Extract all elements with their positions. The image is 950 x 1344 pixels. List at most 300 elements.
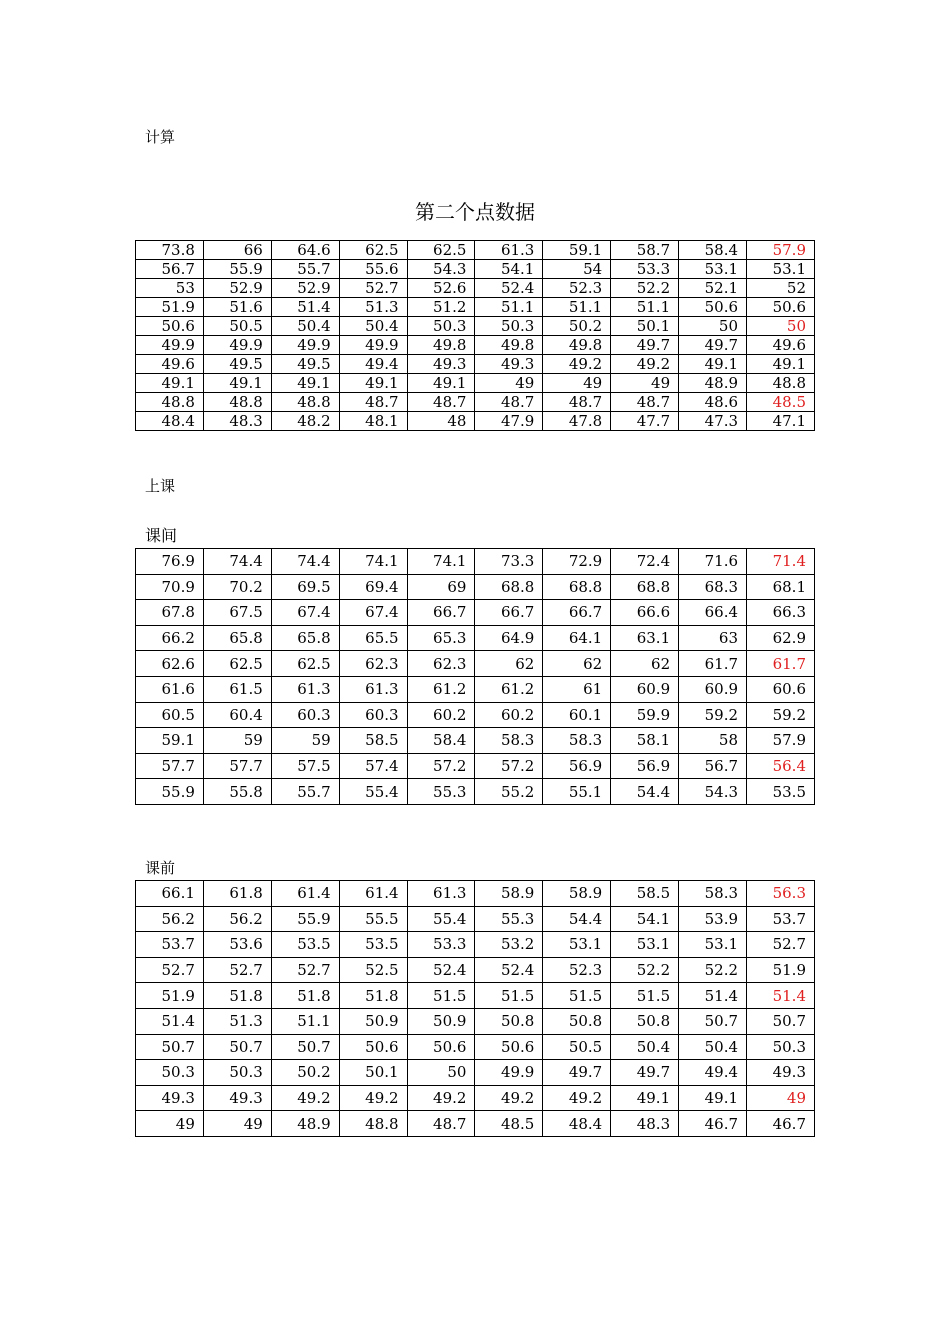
table-row: [136, 279, 815, 298]
table-cell: 73.8: [136, 241, 204, 260]
table-cell: 62.9: [747, 625, 815, 651]
table-cell: 58: [679, 728, 747, 754]
table-cell: 51.4: [679, 983, 747, 1009]
table-cell: 49.3: [136, 1085, 204, 1111]
table-cell: 58.3: [543, 728, 611, 754]
table-row: [136, 753, 815, 779]
table-cell: 65.8: [203, 625, 271, 651]
data-table-between-class: [135, 548, 815, 805]
table-cell: 67.5: [203, 600, 271, 626]
table-cell: 49: [203, 1111, 271, 1137]
table-cell: 49.8: [475, 336, 543, 355]
table-cell: 48: [407, 412, 475, 431]
table-row: [136, 393, 815, 412]
table-cell: 53: [136, 279, 204, 298]
table-cell: 49.9: [203, 336, 271, 355]
table-cell: 55.6: [339, 260, 407, 279]
table-cell: 55.9: [136, 779, 204, 805]
table-cell: 51.8: [203, 983, 271, 1009]
table-cell: 56.7: [136, 260, 204, 279]
table-cell: 55.9: [271, 906, 339, 932]
table-cell: 59.9: [611, 702, 679, 728]
table-cell: 46.7: [747, 1111, 815, 1137]
table-cell: 70.2: [203, 574, 271, 600]
table-cell: 62.5: [271, 651, 339, 677]
table-cell: 59.2: [679, 702, 747, 728]
table-cell: 47.9: [475, 412, 543, 431]
table-cell: 48.7: [611, 393, 679, 412]
table-cell: 49.1: [747, 355, 815, 374]
table-cell: 61.4: [271, 881, 339, 907]
table-cell: 52.6: [407, 279, 475, 298]
table-row: [136, 600, 815, 626]
table-cell: 50.5: [203, 317, 271, 336]
table-row: [136, 906, 815, 932]
table-row: [136, 336, 815, 355]
table-cell: 56.2: [203, 906, 271, 932]
table-row: [136, 983, 815, 1009]
table-cell: 61: [543, 676, 611, 702]
table-cell: 52.4: [475, 279, 543, 298]
table-cell: 48.7: [475, 393, 543, 412]
table-cell: 49.1: [611, 1085, 679, 1111]
table-cell: 57.9: [747, 728, 815, 754]
table-cell: 48.9: [679, 374, 747, 393]
table-cell: 55.3: [475, 906, 543, 932]
table-row: [136, 241, 815, 260]
table-cell: 63: [679, 625, 747, 651]
table-cell: 62.5: [407, 241, 475, 260]
table-cell: 61.6: [136, 676, 204, 702]
table-cell: 65.3: [407, 625, 475, 651]
table-cell: 54: [543, 260, 611, 279]
table-cell: 52: [747, 279, 815, 298]
table-cell: 50.2: [271, 1060, 339, 1086]
table-cell: 54.1: [475, 260, 543, 279]
table-cell: 50.6: [407, 1034, 475, 1060]
table-cell: 59: [203, 728, 271, 754]
table-cell: 62.6: [136, 651, 204, 677]
table-cell: 49.2: [339, 1085, 407, 1111]
table-cell: 51.1: [611, 298, 679, 317]
table-cell: 60.9: [679, 676, 747, 702]
table-cell: 66.7: [407, 600, 475, 626]
table-cell: 67.8: [136, 600, 204, 626]
table-cell: 62: [543, 651, 611, 677]
table-cell: 56.9: [611, 753, 679, 779]
table-cell: 55.9: [203, 260, 271, 279]
table-cell: 61.3: [271, 676, 339, 702]
table-cell: 49.2: [271, 1085, 339, 1111]
table-cell: 51.8: [271, 983, 339, 1009]
table-cell: 49.2: [543, 355, 611, 374]
table-cell: 48.2: [271, 412, 339, 431]
table-cell: 60.9: [611, 676, 679, 702]
table-cell: 48.8: [747, 374, 815, 393]
table-cell: 60.3: [271, 702, 339, 728]
table-cell: 51.2: [407, 298, 475, 317]
table-cell: 72.4: [611, 549, 679, 575]
table-cell: 50.4: [679, 1034, 747, 1060]
table-cell: 62.3: [339, 651, 407, 677]
table-cell: 48.1: [339, 412, 407, 431]
table-cell: 52.7: [339, 279, 407, 298]
table-cell: 49.1: [679, 1085, 747, 1111]
table-cell: 49.3: [475, 355, 543, 374]
table-cell: 53.3: [611, 260, 679, 279]
table-cell: 51.1: [475, 298, 543, 317]
table-cell: 76.9: [136, 549, 204, 575]
table-cell: 60.2: [407, 702, 475, 728]
table-cell: 49.1: [203, 374, 271, 393]
table-cell: 58.1: [611, 728, 679, 754]
table-cell: 55.7: [271, 260, 339, 279]
table-cell: 47.7: [611, 412, 679, 431]
table-cell: 48.4: [543, 1111, 611, 1137]
table-cell: 55.2: [475, 779, 543, 805]
table-row: [136, 1060, 815, 1086]
table-cell: 49.2: [611, 355, 679, 374]
table-cell: 67.4: [271, 600, 339, 626]
table-cell: 57.2: [475, 753, 543, 779]
table-cell: 62.5: [203, 651, 271, 677]
table-cell: 66.4: [679, 600, 747, 626]
table-cell: 49.9: [475, 1060, 543, 1086]
calc-label: 计算: [145, 128, 176, 146]
table-cell: 49.7: [679, 336, 747, 355]
table-cell: 53.5: [339, 932, 407, 958]
table-cell: 68.3: [679, 574, 747, 600]
table-cell: 49.7: [543, 1060, 611, 1086]
table-cell: 50.4: [339, 317, 407, 336]
table-cell: 64.9: [475, 625, 543, 651]
table-cell: 60.1: [543, 702, 611, 728]
table-cell: 59.2: [747, 702, 815, 728]
table-cell: 74.4: [271, 549, 339, 575]
table-cell: 61.5: [203, 676, 271, 702]
table-cell: 65.5: [339, 625, 407, 651]
table-cell: 55.4: [407, 906, 475, 932]
table-row: [136, 412, 815, 431]
table-cell: 49.1: [271, 374, 339, 393]
table-cell: 56.4: [747, 753, 815, 779]
table-cell: 52.7: [136, 957, 204, 983]
table-cell: 53.2: [475, 932, 543, 958]
table-cell: 69.4: [339, 574, 407, 600]
table-cell: 52.2: [611, 957, 679, 983]
table-cell: 50.6: [747, 298, 815, 317]
table-cell: 48.8: [339, 1111, 407, 1137]
table-cell: 66.2: [136, 625, 204, 651]
table-row: [136, 260, 815, 279]
table-cell: 52.9: [203, 279, 271, 298]
table-cell: 48.7: [407, 393, 475, 412]
table-cell: 52.7: [747, 932, 815, 958]
table-cell: 49.7: [611, 336, 679, 355]
table-cell: 53.1: [543, 932, 611, 958]
table-row: [136, 374, 815, 393]
table-cell: 66.7: [475, 600, 543, 626]
table-cell: 49.3: [407, 355, 475, 374]
table-cell: 58.7: [611, 241, 679, 260]
table-cell: 52.3: [543, 957, 611, 983]
table-cell: 69: [407, 574, 475, 600]
table-cell: 53.1: [679, 260, 747, 279]
table-cell: 71.6: [679, 549, 747, 575]
table-cell: 49: [475, 374, 543, 393]
table-cell: 57.5: [271, 753, 339, 779]
table-cell: 66.3: [747, 600, 815, 626]
table-cell: 50.6: [339, 1034, 407, 1060]
table-cell: 51.4: [747, 983, 815, 1009]
table-cell: 49.1: [679, 355, 747, 374]
table-cell: 48.3: [203, 412, 271, 431]
table-cell: 55.5: [339, 906, 407, 932]
table-cell: 50.7: [136, 1034, 204, 1060]
table-cell: 59.1: [136, 728, 204, 754]
table-cell: 52.2: [611, 279, 679, 298]
table-cell: 58.9: [475, 881, 543, 907]
table-cell: 53.7: [136, 932, 204, 958]
table-cell: 48.7: [407, 1111, 475, 1137]
table-cell: 49.2: [407, 1085, 475, 1111]
table-cell: 73.3: [475, 549, 543, 575]
table-cell: 51.4: [136, 1008, 204, 1034]
table-cell: 50.5: [543, 1034, 611, 1060]
table-cell: 54.3: [679, 779, 747, 805]
table-cell: 50.9: [339, 1008, 407, 1034]
table-cell: 52.4: [475, 957, 543, 983]
table-cell: 54.3: [407, 260, 475, 279]
table-cell: 50.2: [543, 317, 611, 336]
table-cell: 64.1: [543, 625, 611, 651]
table-row: [136, 779, 815, 805]
between-class-label: 课间: [145, 526, 178, 545]
table-cell: 68.8: [475, 574, 543, 600]
table-cell: 48.6: [679, 393, 747, 412]
table-cell: 56.2: [136, 906, 204, 932]
before-class-label: 课前: [145, 859, 176, 877]
table-row: [136, 625, 815, 651]
table-cell: 49.9: [136, 336, 204, 355]
table-cell: 51.5: [611, 983, 679, 1009]
table-cell: 53.9: [679, 906, 747, 932]
table-row: [136, 298, 815, 317]
table-cell: 48.9: [271, 1111, 339, 1137]
table-cell: 49.2: [543, 1085, 611, 1111]
table-cell: 50.8: [611, 1008, 679, 1034]
table-cell: 65.8: [271, 625, 339, 651]
table-cell: 68.8: [611, 574, 679, 600]
table-cell: 50.6: [679, 298, 747, 317]
table-cell: 54.4: [611, 779, 679, 805]
table-cell: 51.9: [747, 957, 815, 983]
table-cell: 54.1: [611, 906, 679, 932]
table-cell: 61.7: [679, 651, 747, 677]
table-cell: 52.9: [271, 279, 339, 298]
table-cell: 58.4: [407, 728, 475, 754]
table-cell: 62.5: [339, 241, 407, 260]
table-cell: 53.3: [407, 932, 475, 958]
table-cell: 56.9: [543, 753, 611, 779]
table-cell: 61.3: [339, 676, 407, 702]
table-cell: 48.4: [136, 412, 204, 431]
table-cell: 49.4: [679, 1060, 747, 1086]
table-cell: 66: [203, 241, 271, 260]
table-cell: 50.3: [136, 1060, 204, 1086]
table-cell: 57.9: [747, 241, 815, 260]
table-cell: 49.1: [407, 374, 475, 393]
table-row: [136, 676, 815, 702]
table-cell: 60.5: [136, 702, 204, 728]
table-cell: 60.2: [475, 702, 543, 728]
table-cell: 59.1: [543, 241, 611, 260]
data-table-second-point: [135, 240, 815, 431]
table-cell: 48.7: [543, 393, 611, 412]
table-row: [136, 1111, 815, 1137]
table-cell: 55.3: [407, 779, 475, 805]
table-cell: 56.3: [747, 881, 815, 907]
table-cell: 51.1: [271, 1008, 339, 1034]
table-cell: 51.4: [271, 298, 339, 317]
table-cell: 53.1: [611, 932, 679, 958]
table-cell: 49.9: [339, 336, 407, 355]
table-cell: 57.7: [136, 753, 204, 779]
table-cell: 62: [475, 651, 543, 677]
table-cell: 57.2: [407, 753, 475, 779]
table-cell: 49.9: [271, 336, 339, 355]
table-cell: 50.7: [747, 1008, 815, 1034]
table-cell: 50.3: [747, 1034, 815, 1060]
table-cell: 52.7: [203, 957, 271, 983]
data-table-before-class: [135, 880, 815, 1137]
table-cell: 49.6: [747, 336, 815, 355]
table-row: [136, 355, 815, 374]
table-cell: 71.4: [747, 549, 815, 575]
table-cell: 52.2: [679, 957, 747, 983]
table-cell: 51.1: [543, 298, 611, 317]
table-cell: 54.4: [543, 906, 611, 932]
table-cell: 66.7: [543, 600, 611, 626]
table-cell: 49.6: [136, 355, 204, 374]
table-cell: 50.9: [407, 1008, 475, 1034]
table-cell: 47.3: [679, 412, 747, 431]
table-cell: 52.4: [407, 957, 475, 983]
table-row: [136, 932, 815, 958]
table-cell: 67.4: [339, 600, 407, 626]
table-cell: 49.7: [611, 1060, 679, 1086]
table-cell: 50.7: [679, 1008, 747, 1034]
class-label: 上课: [145, 477, 176, 495]
table-row: [136, 317, 815, 336]
table-cell: 48.8: [203, 393, 271, 412]
table-row: [136, 728, 815, 754]
table-cell: 69.5: [271, 574, 339, 600]
table-row: [136, 702, 815, 728]
table-cell: 49.2: [475, 1085, 543, 1111]
table-cell: 49.8: [543, 336, 611, 355]
table-row: [136, 549, 815, 575]
table-cell: 52.5: [339, 957, 407, 983]
table-cell: 60.4: [203, 702, 271, 728]
table-cell: 50: [407, 1060, 475, 1086]
table-cell: 58.5: [339, 728, 407, 754]
table-cell: 51.8: [339, 983, 407, 1009]
table-cell: 62: [611, 651, 679, 677]
table-cell: 66.1: [136, 881, 204, 907]
table-cell: 50.8: [543, 1008, 611, 1034]
table-row: [136, 651, 815, 677]
table-cell: 48.8: [136, 393, 204, 412]
table-cell: 50: [747, 317, 815, 336]
table-cell: 66.6: [611, 600, 679, 626]
table-cell: 61.4: [339, 881, 407, 907]
table-cell: 50.6: [136, 317, 204, 336]
table-cell: 57.7: [203, 753, 271, 779]
table-cell: 58.3: [679, 881, 747, 907]
table-cell: 50.3: [475, 317, 543, 336]
table-row: [136, 957, 815, 983]
table-cell: 59: [271, 728, 339, 754]
table-cell: 58.3: [475, 728, 543, 754]
table-cell: 53.5: [271, 932, 339, 958]
table-row: [136, 574, 815, 600]
table-cell: 72.9: [543, 549, 611, 575]
table-cell: 61.3: [475, 241, 543, 260]
table-cell: 58.9: [543, 881, 611, 907]
table-cell: 56.7: [679, 753, 747, 779]
table-cell: 51.6: [203, 298, 271, 317]
table-cell: 51.9: [136, 298, 204, 317]
table-cell: 49: [747, 1085, 815, 1111]
table-cell: 50.1: [339, 1060, 407, 1086]
table-cell: 61.7: [747, 651, 815, 677]
table-cell: 53.5: [747, 779, 815, 805]
table-cell: 51.5: [475, 983, 543, 1009]
table-cell: 50.7: [203, 1034, 271, 1060]
table-cell: 50.7: [271, 1034, 339, 1060]
table-cell: 52.7: [271, 957, 339, 983]
table-row: [136, 1008, 815, 1034]
table-cell: 48.5: [747, 393, 815, 412]
table-cell: 58.4: [679, 241, 747, 260]
table-cell: 48.5: [475, 1111, 543, 1137]
table-cell: 74.4: [203, 549, 271, 575]
table-cell: 62.3: [407, 651, 475, 677]
table-cell: 60.6: [747, 676, 815, 702]
table-cell: 53.1: [747, 260, 815, 279]
table-cell: 61.2: [407, 676, 475, 702]
table-cell: 47.8: [543, 412, 611, 431]
table-cell: 49.4: [339, 355, 407, 374]
table-cell: 61.2: [475, 676, 543, 702]
table-cell: 53.6: [203, 932, 271, 958]
table-cell: 70.9: [136, 574, 204, 600]
table-row: [136, 1034, 815, 1060]
table-cell: 50.6: [475, 1034, 543, 1060]
table-cell: 52.1: [679, 279, 747, 298]
table-cell: 64.6: [271, 241, 339, 260]
table-cell: 49.8: [407, 336, 475, 355]
table-cell: 48.3: [611, 1111, 679, 1137]
table-cell: 55.8: [203, 779, 271, 805]
table-cell: 46.7: [679, 1111, 747, 1137]
table-cell: 51.3: [339, 298, 407, 317]
section-title: 第二个点数据: [415, 200, 535, 224]
table-cell: 53.7: [747, 906, 815, 932]
table-cell: 55.4: [339, 779, 407, 805]
table-cell: 51.3: [203, 1008, 271, 1034]
